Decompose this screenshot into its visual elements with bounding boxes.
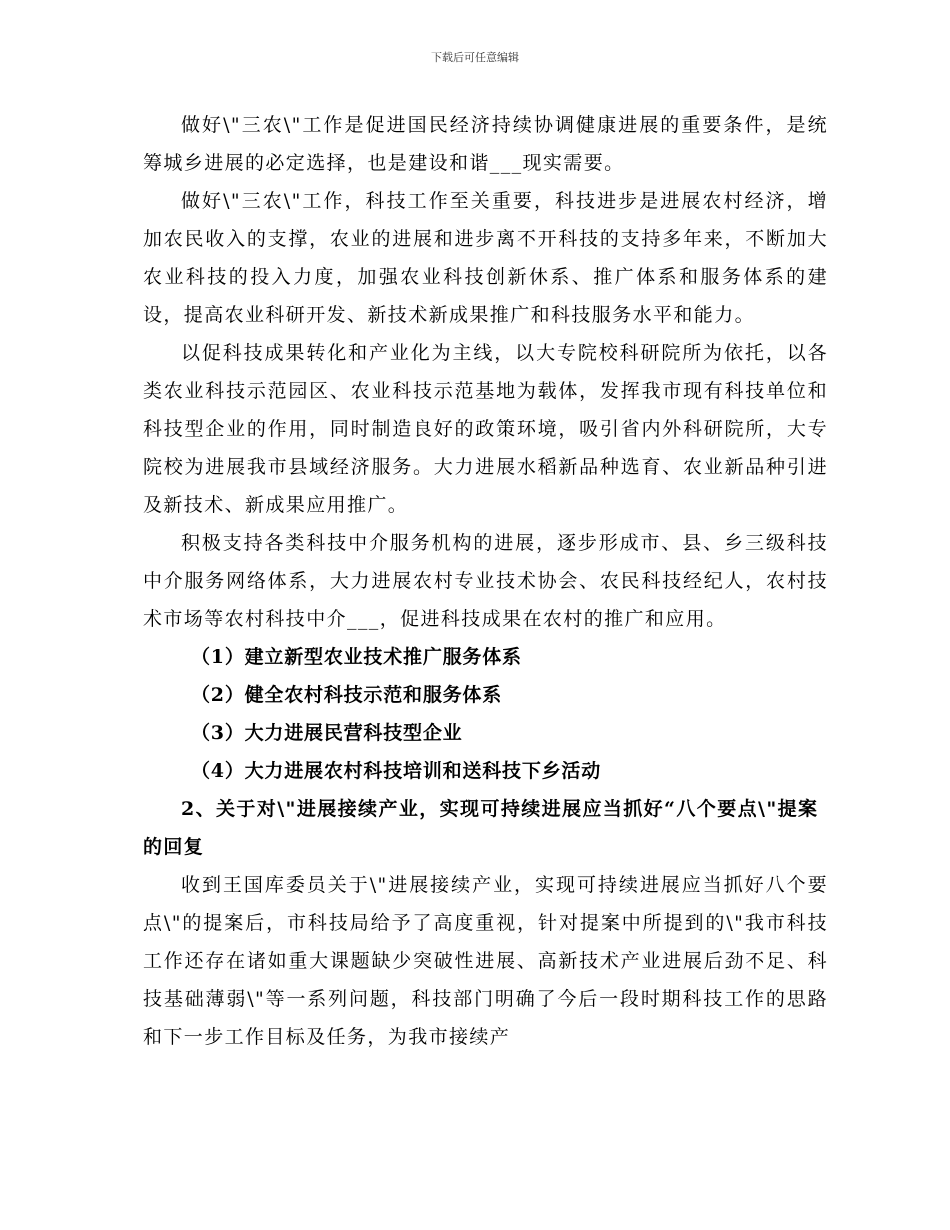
paragraph-5: 收到王国库委员关于\"进展接续产业，实现可持续进展应当抓好八个要点\"的提案后，市科技局给予了高度重视，针对提案中所提到的\"我市科技工作还存在诸如重大课题缺少突破性进展、高新技术产业进展后劲不足、科技基础薄弱\"等一系列问题，科技部门明确了今后一段时期科技工作的思路和下一步工作目标及任务，为我市接续产 [143,874,828,1048]
paragraph-4: 积极支持各类科技中介服务机构的进展，逐步形成市、县、乡三级科技中介服务网络体系，大力进展农村专业技术协会、农民科技经纪人，农村技术市场等农村科技中介___，促进科技成果在农村的推广和应用。 [143,532,828,630]
document-body [143,106,828,1056]
paragraph-1: 做好\"三农\"工作是促进国民经济持续协调健康进展的重要条件，是统筹城乡进展的必定选择，也是建设和谐___现实需要。 [143,114,828,174]
paragraph-3: 以促科技成果转化和产业化为主线，以大专院校科研院所为依托，以各类农业科技示范园区、农业科技示范基地为载体，发挥我市现有科技单位和科技型企业的作用，同时制造良好的政策环境，吸引省内外科研院所，大专院校为进展我市县域经济服务。大力进展水稻新品种选育、农业新品种引进及新技术、新成果应用推广。 [143,342,828,516]
page-header: 下载后可任意编辑 [431,51,519,64]
list-item-1: （1）建立新型农业技术推广服务体系 [191,646,522,668]
list-item-4: （4）大力进展农村科技培训和送科技下乡活动 [191,760,602,782]
list-item-2: （2）健全农村科技示范和服务体系 [191,684,503,706]
section-heading: 2、关于对\"进展接续产业，实现可持续进展应当抓好“八个要点\"提案的回复 [143,798,819,858]
list-item-3: （3）大力进展民营科技型企业 [191,722,463,744]
paragraph-2: 做好\"三农\"工作，科技工作至关重要，科技进步是进展农村经济，增加农民收入的支撑，农业的进展和进步离不开科技的支持多年来，不断加大农业科技的投入力度，加强农业科技创新休系、推广体系和服务体系的建设，提高农业科研开发、新技术新成果推广和科技服务水平和能力。 [143,190,828,326]
